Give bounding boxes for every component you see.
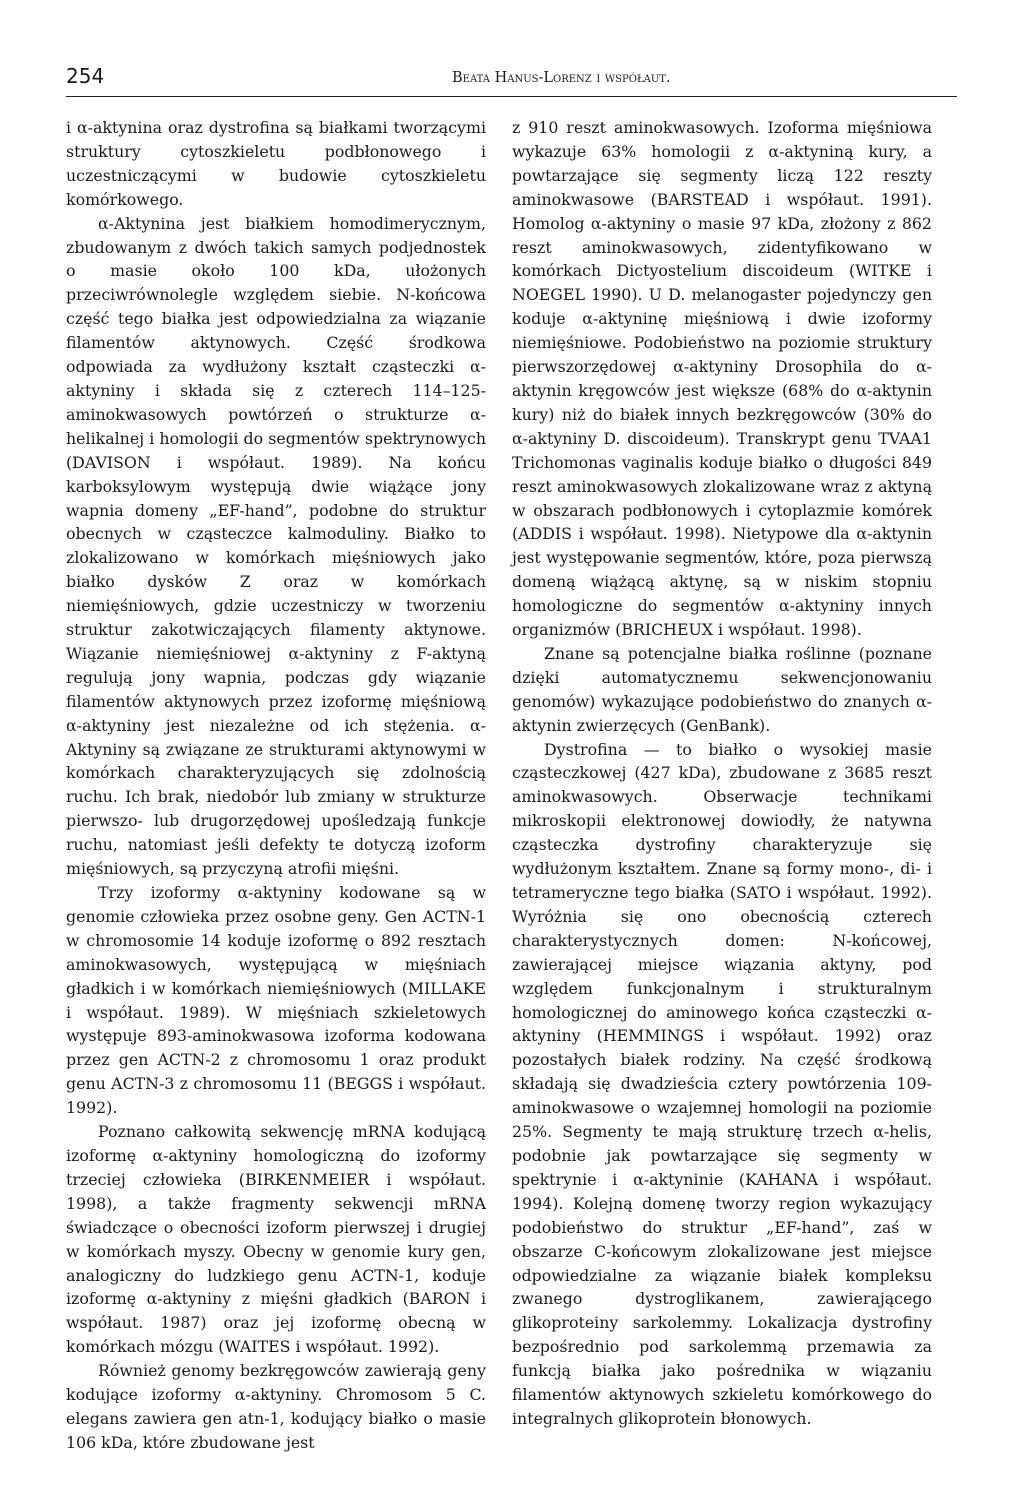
paragraph: z 910 reszt aminokwasowych. Izoforma mięśniowa wykazuje 63% homologii z α-aktyniną kury, a powtarzające się segmenty liczą 122 reszty aminokwasowe (BARSTEAD i współaut. 1991). Homolog α-aktyniny o masie 97 kDa, złożony z 862 reszt aminokwasowych, zidentyfikowano w komórkach Dictyostelium discoideum (WITKE i NOEGEL 1990). U D. melanogaster pojedynczy gen koduje α-aktyninę mięśniową i dwie izoformy niemięśniowe. Podobieństwo na poziomie struktury pierwszorzędowej α-aktyniny Drosophila do α-aktynin kręgowców jest większe (68% do α-aktynin kury) niż do białek innych bezkręgowców (30% do α-aktyniny D. discoideum). Transkrypt genu TVAA1 Trichomonas vaginalis koduje białko o długości 849 reszt aminokwasowych zlokalizowane wraz z aktyną w obszarach podbłonowych i cytoplazmie komórek (ADDIS i współaut. 1998). Nietypowe dla α-aktynin jest występowanie segmentów, które, poza pierwszą domeną wiążącą aktynę, są w niskim stopniu homologiczne do segmentów α-aktyniny innych organizmów (BRICHEUX i współaut. 1998).	[512, 118, 932, 640]
left-column	[66, 116, 486, 1455]
paragraph: Trzy izoformy α-aktyniny kodowane są w genomie człowieka przez osobne geny. Gen ACTN-1 w chromosomie 14 koduje izoformę o 892 resztach aminokwasowych, występującą w mięśniach gładkich i w komórkach niemięśniowych (MILLAKE i współaut. 1989). W mięśniach szkieletowych występuje 893-aminokwasowa izoforma kodowana przez gen ACTN-2 z chromosomu 1 oraz produkt genu ACTN-3 z chromosomu 11 (BEGGS i współaut. 1992).	[66, 883, 486, 1118]
paragraph: i α-aktynina oraz dystrofina są białkami tworzącymi struktury cytoszkieletu podbłonowego i uczestniczącymi w budowie cytoszkieletu komórkowego.	[66, 118, 486, 209]
paragraph: Poznano całkowitą sekwencję mRNA kodującą izoformę α-aktyniny homologiczną do izoformy trzeciej człowieka (BIRKENMEIER i współaut. 1998), a także fragmenty sekwencji mRNA świadczące o obecności izoform pierwszej i drugiej w komórkach myszy. Obecny w genomie kury gen, analogiczny do ludzkiego genu ACTN-1, koduje izoformę α-aktyniny z mięśni gładkich (BARON i współaut. 1987) oraz jej izoformę obecną w komórkach mózgu (WAITES i współaut. 1992).	[66, 1122, 486, 1357]
paragraph: α-Aktynina jest białkiem homodimerycznym, zbudowanym z dwóch takich samych podjednostek o masie około 100 kDa, ułożonych przeciwrównolegle względem siebie. N-końcowa część tego białka jest odpowiedzialna za wiązanie filamentów aktynowych. Część środkowa odpowiada za wydłużony kształt cząsteczki α-aktyniny i składa się z czterech 114–125-aminokwasowych powtórzeń o strukturze α-helikalnej i homologii do segmentów spektrynowych (DAVISON i współaut. 1989). Na końcu karboksylowym występują dwie wiążące jony wapnia domeny „EF-hand”, podobne do struktur obecnych w cząsteczce kalmoduliny. Białko to zlokalizowano w komórkach mięśniowych jako białko dysków Z oraz w komórkach niemięśniowych, gdzie uczestniczy w tworzeniu struktur zakotwiczających filamenty aktynowe. Wiązanie niemięśniowej α-aktyniny z F-aktyną regulują jony wapnia, podczas gdy wiązanie filamentów aktynowych przez izoformę mięśniową α-aktyniny jest niezależne od ich stężenia. α-Aktyniny są związane ze strukturami aktynowymi w komórkach charakteryzujących się zdolnością ruchu. Ich brak, niedobór lub zmiany w strukturze pierwszo- lub drugorzędowej upośledzają funkcje ruchu, natomiast jeśli defekty te dotyczą izoform mięśniowych, są przyczyną atrofii mięśni.	[66, 213, 486, 879]
paragraph: Znane są potencjalne białka roślinne (poznane dzięki automatycznemu sekwencjonowaniu genomów) wykazujące podobieństwo do znanych α-aktynin zwierzęcych (GenBank).	[512, 643, 932, 735]
running-head: Beata Hanus-Lorenz i współaut.	[452, 70, 671, 86]
right-column	[512, 116, 932, 1431]
paragraph: Dystrofina — to białko o wysokiej masie cząsteczkowej (427 kDa), zbudowane z 3685 reszt aminokwasowych. Obserwacje technikami mikroskopii elektronowej dowiodły, że natywna cząsteczka dystrofiny charakteryzuje się wydłużonym kształtem. Znane są formy mono-, di- i tetrameryczne tego białka (SATO i współaut. 1992). Wyróżnia się ono obecnością czterech charakterystycznych domen: N-końcowej, zawierającej miejsce wiązania aktyny, pod względem funkcjonalnym i strukturalnym homologicznej do aminowego końca cząsteczki α-aktyniny (HEMMINGS i współaut. 1992) oraz pozostałych białek rodziny. Na część środkową składają się dwadzieścia cztery powtórzenia 109-aminokwasowe o wzajemnej homologii na poziomie 25%. Segmenty te mają strukturę trzech α-helis, podobnie jak powtarzające się segmenty w spektrynie i α-aktyninie (KAHANA i współaut. 1994). Kolejną domenę tworzy region wykazujący podobieństwo do struktur „EF-hand”, zaś w obszarze C-końcowym zlokalizowane jest miejsce odpowiedzialne za wiązanie białek kompleksu zwanego dystroglikanem, zawierającego glikoproteiny sarkolemmy. Lokalizacja dystrofiny bezpośrednio pod sarkolemmą przemawia za funkcją białka jako pośrednika w wiązaniu filamentów aktynowych szkieletu komórkowego do integralnych glikoprotein błonowych.	[512, 739, 932, 1428]
paragraph: Również genomy bezkręgowców zawierają geny kodujące izoformy α-aktyniny. Chromosom 5 C. elegans zawiera gen atn-1, kodujący białko o masie 106 kDa, które zbudowane jest	[66, 1361, 486, 1452]
page-header	[66, 62, 957, 97]
page-number: 254	[66, 64, 105, 88]
